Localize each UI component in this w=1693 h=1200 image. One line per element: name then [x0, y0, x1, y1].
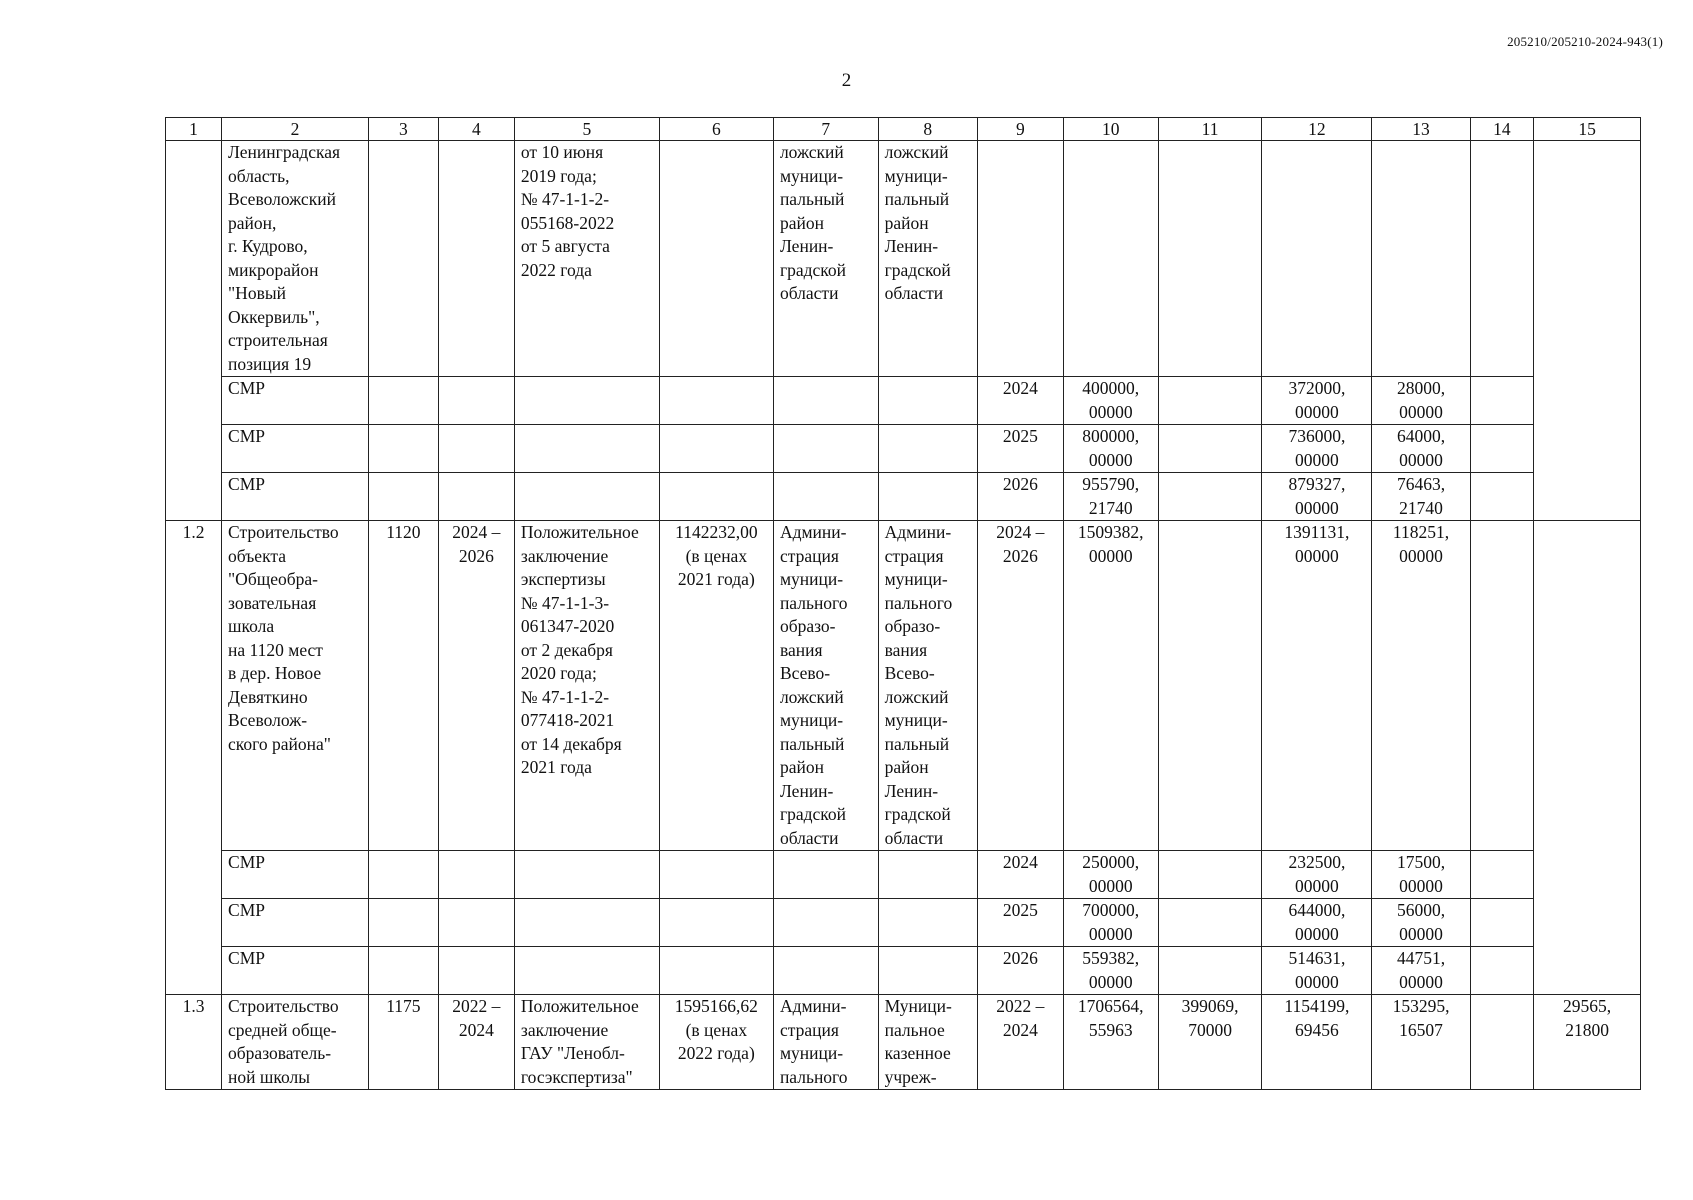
period-cell: 2024 – 2026: [438, 521, 514, 851]
customer-cell: ложский муници- пальный район Ленин- градской области: [773, 141, 878, 377]
cell: [166, 851, 222, 899]
cell: [166, 473, 222, 521]
cell: [1534, 851, 1641, 899]
cell: [166, 947, 222, 995]
cell: [1158, 473, 1262, 521]
cell: [514, 377, 659, 425]
cell: [1534, 947, 1641, 995]
cell: [369, 851, 439, 899]
cell: [369, 473, 439, 521]
expertise-cell: Положительное заключение экспертизы № 47-1-1-3- 061347-2020 от 2 декабря 2020 года; № 47-1-1-2- 077418-2021 от 14 декабря 2021 года: [514, 521, 659, 851]
cell: [878, 851, 977, 899]
year-cell: 2025: [978, 899, 1064, 947]
amount-cell: 372000, 00000: [1262, 377, 1372, 425]
cell: [659, 851, 773, 899]
cell: [438, 425, 514, 473]
header-cell: 5: [514, 118, 659, 141]
cell: [369, 377, 439, 425]
cell: [1534, 521, 1641, 851]
investment-table: [165, 117, 1641, 1090]
table-row: [166, 521, 1641, 851]
amount-cell: 1391131, 00000: [1262, 521, 1372, 851]
cell: [1470, 995, 1533, 1090]
work-type-cell: СМР: [222, 899, 369, 947]
period-cell: 2022 – 2024: [438, 995, 514, 1090]
cell: [773, 899, 878, 947]
amount-cell: 800000, 00000: [1063, 425, 1158, 473]
table-wrapper: [165, 117, 1641, 1090]
cell: [1158, 947, 1262, 995]
cell: [1534, 473, 1641, 521]
amount-cell: 400000, 00000: [1063, 377, 1158, 425]
cell: [659, 947, 773, 995]
object-name-cell: Строительство объекта "Общеобра- зовательная школа на 1120 мест в дер. Новое Девяткино Всеволож- ского района": [222, 521, 369, 851]
table-row: [166, 377, 1641, 425]
amount-cell: 514631, 00000: [1262, 947, 1372, 995]
cell: [514, 899, 659, 947]
amount-cell: 399069, 70000: [1158, 995, 1262, 1090]
amount-cell: 29565, 21800: [1534, 995, 1641, 1090]
object-name-cell: Ленинградская область, Всеволожский район, г. Кудрово, микрорайон "Новый Оккервиль", строительная позиция 19: [222, 141, 369, 377]
work-type-cell: СМР: [222, 377, 369, 425]
header-cell: 4: [438, 118, 514, 141]
table-row: [166, 425, 1641, 473]
work-type-cell: СМР: [222, 947, 369, 995]
cell: [1158, 851, 1262, 899]
cell: [773, 377, 878, 425]
estimated-cost-cell: 1142232,00 (в ценах 2021 года): [659, 521, 773, 851]
capacity-cell: 1175: [369, 995, 439, 1090]
cell: [369, 899, 439, 947]
cell: [659, 141, 773, 377]
period-cell: 2022 – 2024: [978, 995, 1064, 1090]
table-row: [166, 947, 1641, 995]
amount-cell: 232500, 00000: [1262, 851, 1372, 899]
cell: [1534, 141, 1641, 377]
expertise-cell: Положительное заключение ГАУ "Ленобл- госэкспертиза": [514, 995, 659, 1090]
capacity-cell: 1120: [369, 521, 439, 851]
cell: [369, 141, 439, 377]
cell: [1158, 141, 1262, 377]
amount-cell: 17500, 00000: [1372, 851, 1470, 899]
cell: [1470, 851, 1533, 899]
cell: [369, 947, 439, 995]
cell: [438, 141, 514, 377]
item-number-cell: 1.3: [166, 995, 222, 1090]
amount-cell: 118251, 00000: [1372, 521, 1470, 851]
cell: [438, 473, 514, 521]
header-cell: 6: [659, 118, 773, 141]
cell: [1470, 899, 1533, 947]
cell: [1158, 521, 1262, 851]
cell: [514, 947, 659, 995]
amount-cell: 644000, 00000: [1262, 899, 1372, 947]
year-cell: 2024: [978, 377, 1064, 425]
cell: [1063, 141, 1158, 377]
amount-cell: 736000, 00000: [1262, 425, 1372, 473]
amount-cell: 1154199, 69456: [1262, 995, 1372, 1090]
cell: [773, 473, 878, 521]
header-row: [166, 118, 1641, 141]
header-cell: 10: [1063, 118, 1158, 141]
amount-cell: 44751, 00000: [1372, 947, 1470, 995]
customer-cell: Админи- страция муници- пального образо- вания Всево- ложский муници- пальный район Ленин- градской области: [773, 521, 878, 851]
cell: [514, 425, 659, 473]
year-cell: 2026: [978, 473, 1064, 521]
developer-cell: Муници- пальное казенное учреж-: [878, 995, 977, 1090]
developer-cell: Админи- страция муници- пального образо- вания Всево- ложский муници- пальный район Ленин- градской области: [878, 521, 977, 851]
cell: [773, 947, 878, 995]
customer-cell: Админи- страция муници- пального: [773, 995, 878, 1090]
year-cell: 2024: [978, 851, 1064, 899]
amount-cell: 64000, 00000: [1372, 425, 1470, 473]
amount-cell: 28000, 00000: [1372, 377, 1470, 425]
cell: [1470, 947, 1533, 995]
table-row: [166, 473, 1641, 521]
amount-cell: 559382, 00000: [1063, 947, 1158, 995]
cell: [438, 377, 514, 425]
work-type-cell: СМР: [222, 425, 369, 473]
item-number-cell: 1.2: [166, 521, 222, 851]
header-cell: 7: [773, 118, 878, 141]
header-cell: 2: [222, 118, 369, 141]
item-number-cell: [166, 141, 222, 377]
cell: [1470, 377, 1533, 425]
amount-cell: 76463, 21740: [1372, 473, 1470, 521]
cell: [878, 377, 977, 425]
header-cell: 11: [1158, 118, 1262, 141]
cell: [1470, 141, 1533, 377]
header-cell: 15: [1534, 118, 1641, 141]
cell: [514, 851, 659, 899]
header-cell: 14: [1470, 118, 1533, 141]
cell: [1372, 141, 1470, 377]
cell: [1470, 425, 1533, 473]
amount-cell: 1706564, 55963: [1063, 995, 1158, 1090]
header-cell: 3: [369, 118, 439, 141]
cell: [773, 425, 878, 473]
cell: [1158, 425, 1262, 473]
page-number: 2: [841, 70, 852, 91]
cell: [438, 947, 514, 995]
table-row: [166, 899, 1641, 947]
cell: [1470, 473, 1533, 521]
cell: [1470, 521, 1533, 851]
header-cell: 1: [166, 118, 222, 141]
table-row: [166, 851, 1641, 899]
period-cell: 2024 – 2026: [978, 521, 1064, 851]
cell: [1534, 899, 1641, 947]
cell: [166, 377, 222, 425]
year-cell: 2026: [978, 947, 1064, 995]
estimated-cost-cell: 1595166,62 (в ценах 2022 года): [659, 995, 773, 1090]
cell: [659, 425, 773, 473]
expertise-cell: от 10 июня 2019 года; № 47-1-1-2- 055168-2022 от 5 августа 2022 года: [514, 141, 659, 377]
amount-cell: 56000, 00000: [1372, 899, 1470, 947]
header-cell: 12: [1262, 118, 1372, 141]
table-row: [166, 995, 1641, 1090]
header-cell: 8: [878, 118, 977, 141]
cell: [369, 425, 439, 473]
amount-cell: 879327, 00000: [1262, 473, 1372, 521]
cell: [978, 141, 1064, 377]
cell: [659, 473, 773, 521]
header-cell: 13: [1372, 118, 1470, 141]
amount-cell: 153295, 16507: [1372, 995, 1470, 1090]
developer-cell: ложский муници- пальный район Ленин- градской области: [878, 141, 977, 377]
cell: [1534, 377, 1641, 425]
amount-cell: 250000, 00000: [1063, 851, 1158, 899]
amount-cell: 1509382, 00000: [1063, 521, 1158, 851]
amount-cell: 955790, 21740: [1063, 473, 1158, 521]
cell: [166, 899, 222, 947]
cell: [1158, 377, 1262, 425]
table-row: [166, 141, 1641, 377]
cell: [1534, 425, 1641, 473]
header-cell: 9: [978, 118, 1064, 141]
amount-cell: 700000, 00000: [1063, 899, 1158, 947]
cell: [1158, 899, 1262, 947]
cell: [773, 851, 878, 899]
cell: [514, 473, 659, 521]
cell: [438, 899, 514, 947]
year-cell: 2025: [978, 425, 1064, 473]
object-name-cell: Строительство средней обще- образователь- ной школы: [222, 995, 369, 1090]
cell: [659, 377, 773, 425]
work-type-cell: СМР: [222, 851, 369, 899]
cell: [878, 425, 977, 473]
cell: [166, 425, 222, 473]
cell: [878, 947, 977, 995]
document-number: 205210/205210-2024-943(1): [1507, 34, 1663, 49]
cell: [659, 899, 773, 947]
cell: [438, 851, 514, 899]
cell: [878, 473, 977, 521]
work-type-cell: СМР: [222, 473, 369, 521]
cell: [878, 899, 977, 947]
cell: [1262, 141, 1372, 377]
